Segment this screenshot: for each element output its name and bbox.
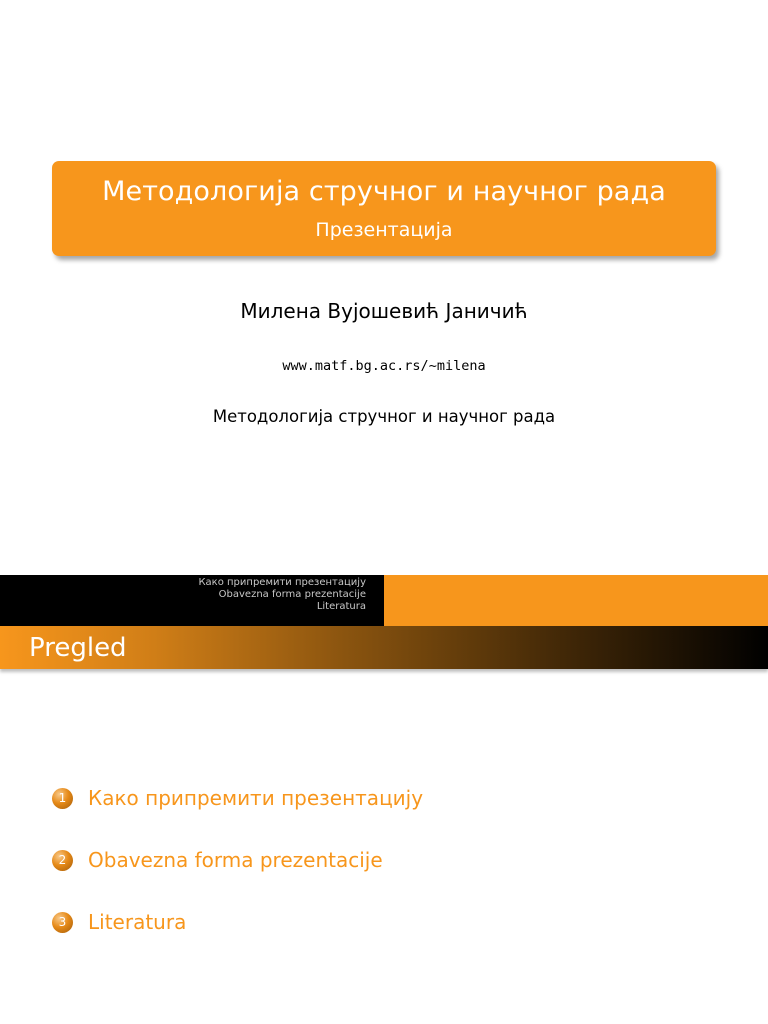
presentation-title: Методологија стручног и научног рада bbox=[102, 176, 666, 207]
toc-item-label[interactable]: Obavezna forma prezentacije bbox=[88, 848, 383, 872]
title-block bbox=[52, 161, 716, 256]
nav-section-1[interactable]: Како припремити презентацију bbox=[198, 577, 366, 588]
section-number-ball-icon: 3 bbox=[52, 912, 73, 933]
outline-slide bbox=[0, 575, 768, 1024]
section-navigation bbox=[198, 577, 366, 613]
toc-item-label[interactable]: Како припремити презентацију bbox=[88, 786, 424, 810]
headline-bar bbox=[0, 575, 768, 626]
author-url: www.matf.bg.ac.rs/~milena bbox=[282, 358, 486, 374]
nav-section-3[interactable]: Literatura bbox=[316, 601, 366, 612]
toc-item[interactable] bbox=[52, 785, 423, 811]
frame-title-bar bbox=[0, 626, 768, 669]
nav-section-2[interactable]: Obavezna forma prezentacije bbox=[218, 589, 366, 600]
headline-accent-panel bbox=[384, 575, 768, 626]
headline-sections-panel bbox=[0, 575, 384, 626]
toc-item[interactable] bbox=[52, 847, 383, 873]
section-number-ball-icon: 2 bbox=[52, 850, 73, 871]
author-name: Милена Вујошевић Јаничић bbox=[240, 299, 528, 323]
institute: Методологија стручног и научног рада bbox=[212, 407, 556, 426]
toc-item[interactable] bbox=[52, 909, 186, 935]
frame-title: Pregled bbox=[29, 633, 127, 663]
toc-item-label[interactable]: Literatura bbox=[88, 910, 187, 934]
section-number-ball-icon: 1 bbox=[52, 788, 73, 809]
presentation-subtitle: Презентација bbox=[315, 219, 453, 241]
